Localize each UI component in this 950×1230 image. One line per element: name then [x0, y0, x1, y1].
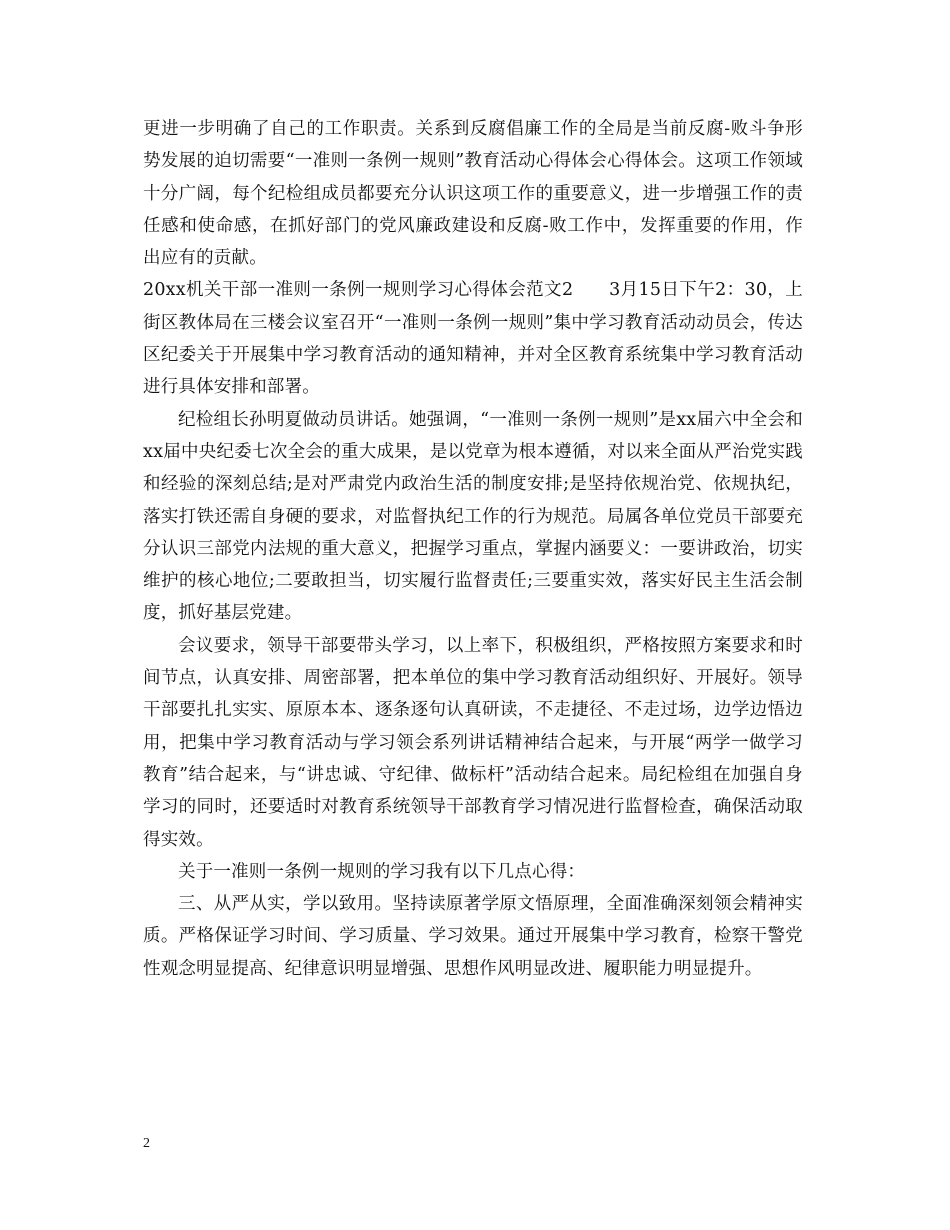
document-body — [143, 113, 803, 985]
article-title: 20xx机关干部一准则一条例一规则学习心得体会范文2 — [143, 280, 574, 301]
paragraph-3: 纪检组长孙明夏做动员讲话。她强调，“一准则一条例一规则”是xx届六中全会和xx届中央纪委七次全会的重大成果，是以党章为根本遵循，对以来全面从严治党实践和经验的深刻总结;是对严肃党内政治生活的制度安排;是坚持依规治党、依规执纪，落实打铁还需自身硬的要求，对监督执纪工作的行为规范。局属各单位党员干部要充分认识三部党内法规的重大意义，把握学习重点，掌握内涵要义：一要讲政治，切实维护的核心地位;二要敢担当，切实履行监督责任;三要重实效，落实好民主生活会制度，抓好基层党建。 — [143, 409, 803, 624]
paragraph-2-body: 3月15日下午2：30，上街区教体局在三楼会议室召开“一准则一条例一规则”集中学习教育活动动员会，传达区纪委关于开展集中学习教育活动的通知精神，并对全区教育系统集中学习教育活动进行具体安排和部署。 — [143, 280, 804, 398]
page-number: 2 — [143, 1136, 150, 1151]
paragraph-5: 关于一准则一条例一规则的学习我有以下几点心得： — [178, 861, 586, 882]
paragraph-2 — [143, 274, 803, 403]
paragraph-4: 会议要求，领导干部要带头学习，以上率下，积极组织，严格按照方案要求和时间节点，认真安排、周密部署，把本单位的集中学习教育活动组织好、开展好。领导干部要扎扎实实、原原本本、逐条逐句认真研读，不走捷径、不走过场，边学边悟边用，把集中学习教育活动与学习领会系列讲话精神结合起来，与开展“两学一做学习教育”结合起来，与“讲忠诚、守纪律、做标杆”活动结合起来。局纪检组在加强自身学习的同时，还要适时对教育系统领导干部教育学习情况进行监督检查，确保活动取得实效。 — [143, 635, 803, 850]
paragraph-6: 三、从严从实，学以致用。坚持读原著学原文悟原理，全面准确深刻领会精神实质。严格保证学习时间、学习质量、学习效果。通过开展集中学习教育，检察干警党性观念明显提高、纪律意识明显增强、思想作风明显改进、履职能力明显提升。 — [143, 894, 803, 979]
paragraph-1: 更进一步明确了自己的工作职责。关系到反腐倡廉工作的全局是当前反腐-败斗争形势发展的迫切需要“一准则一条例一规则”教育活动心得体会心得体会。这项工作领域十分广阔，每个纪检组成员都要充分认识这项工作的重要意义，进一步增强工作的责任感和使命感，在抓好部门的党风廉政建设和反腐-败工作中，发挥重要的作用，作出应有的贡献。 — [143, 119, 803, 269]
